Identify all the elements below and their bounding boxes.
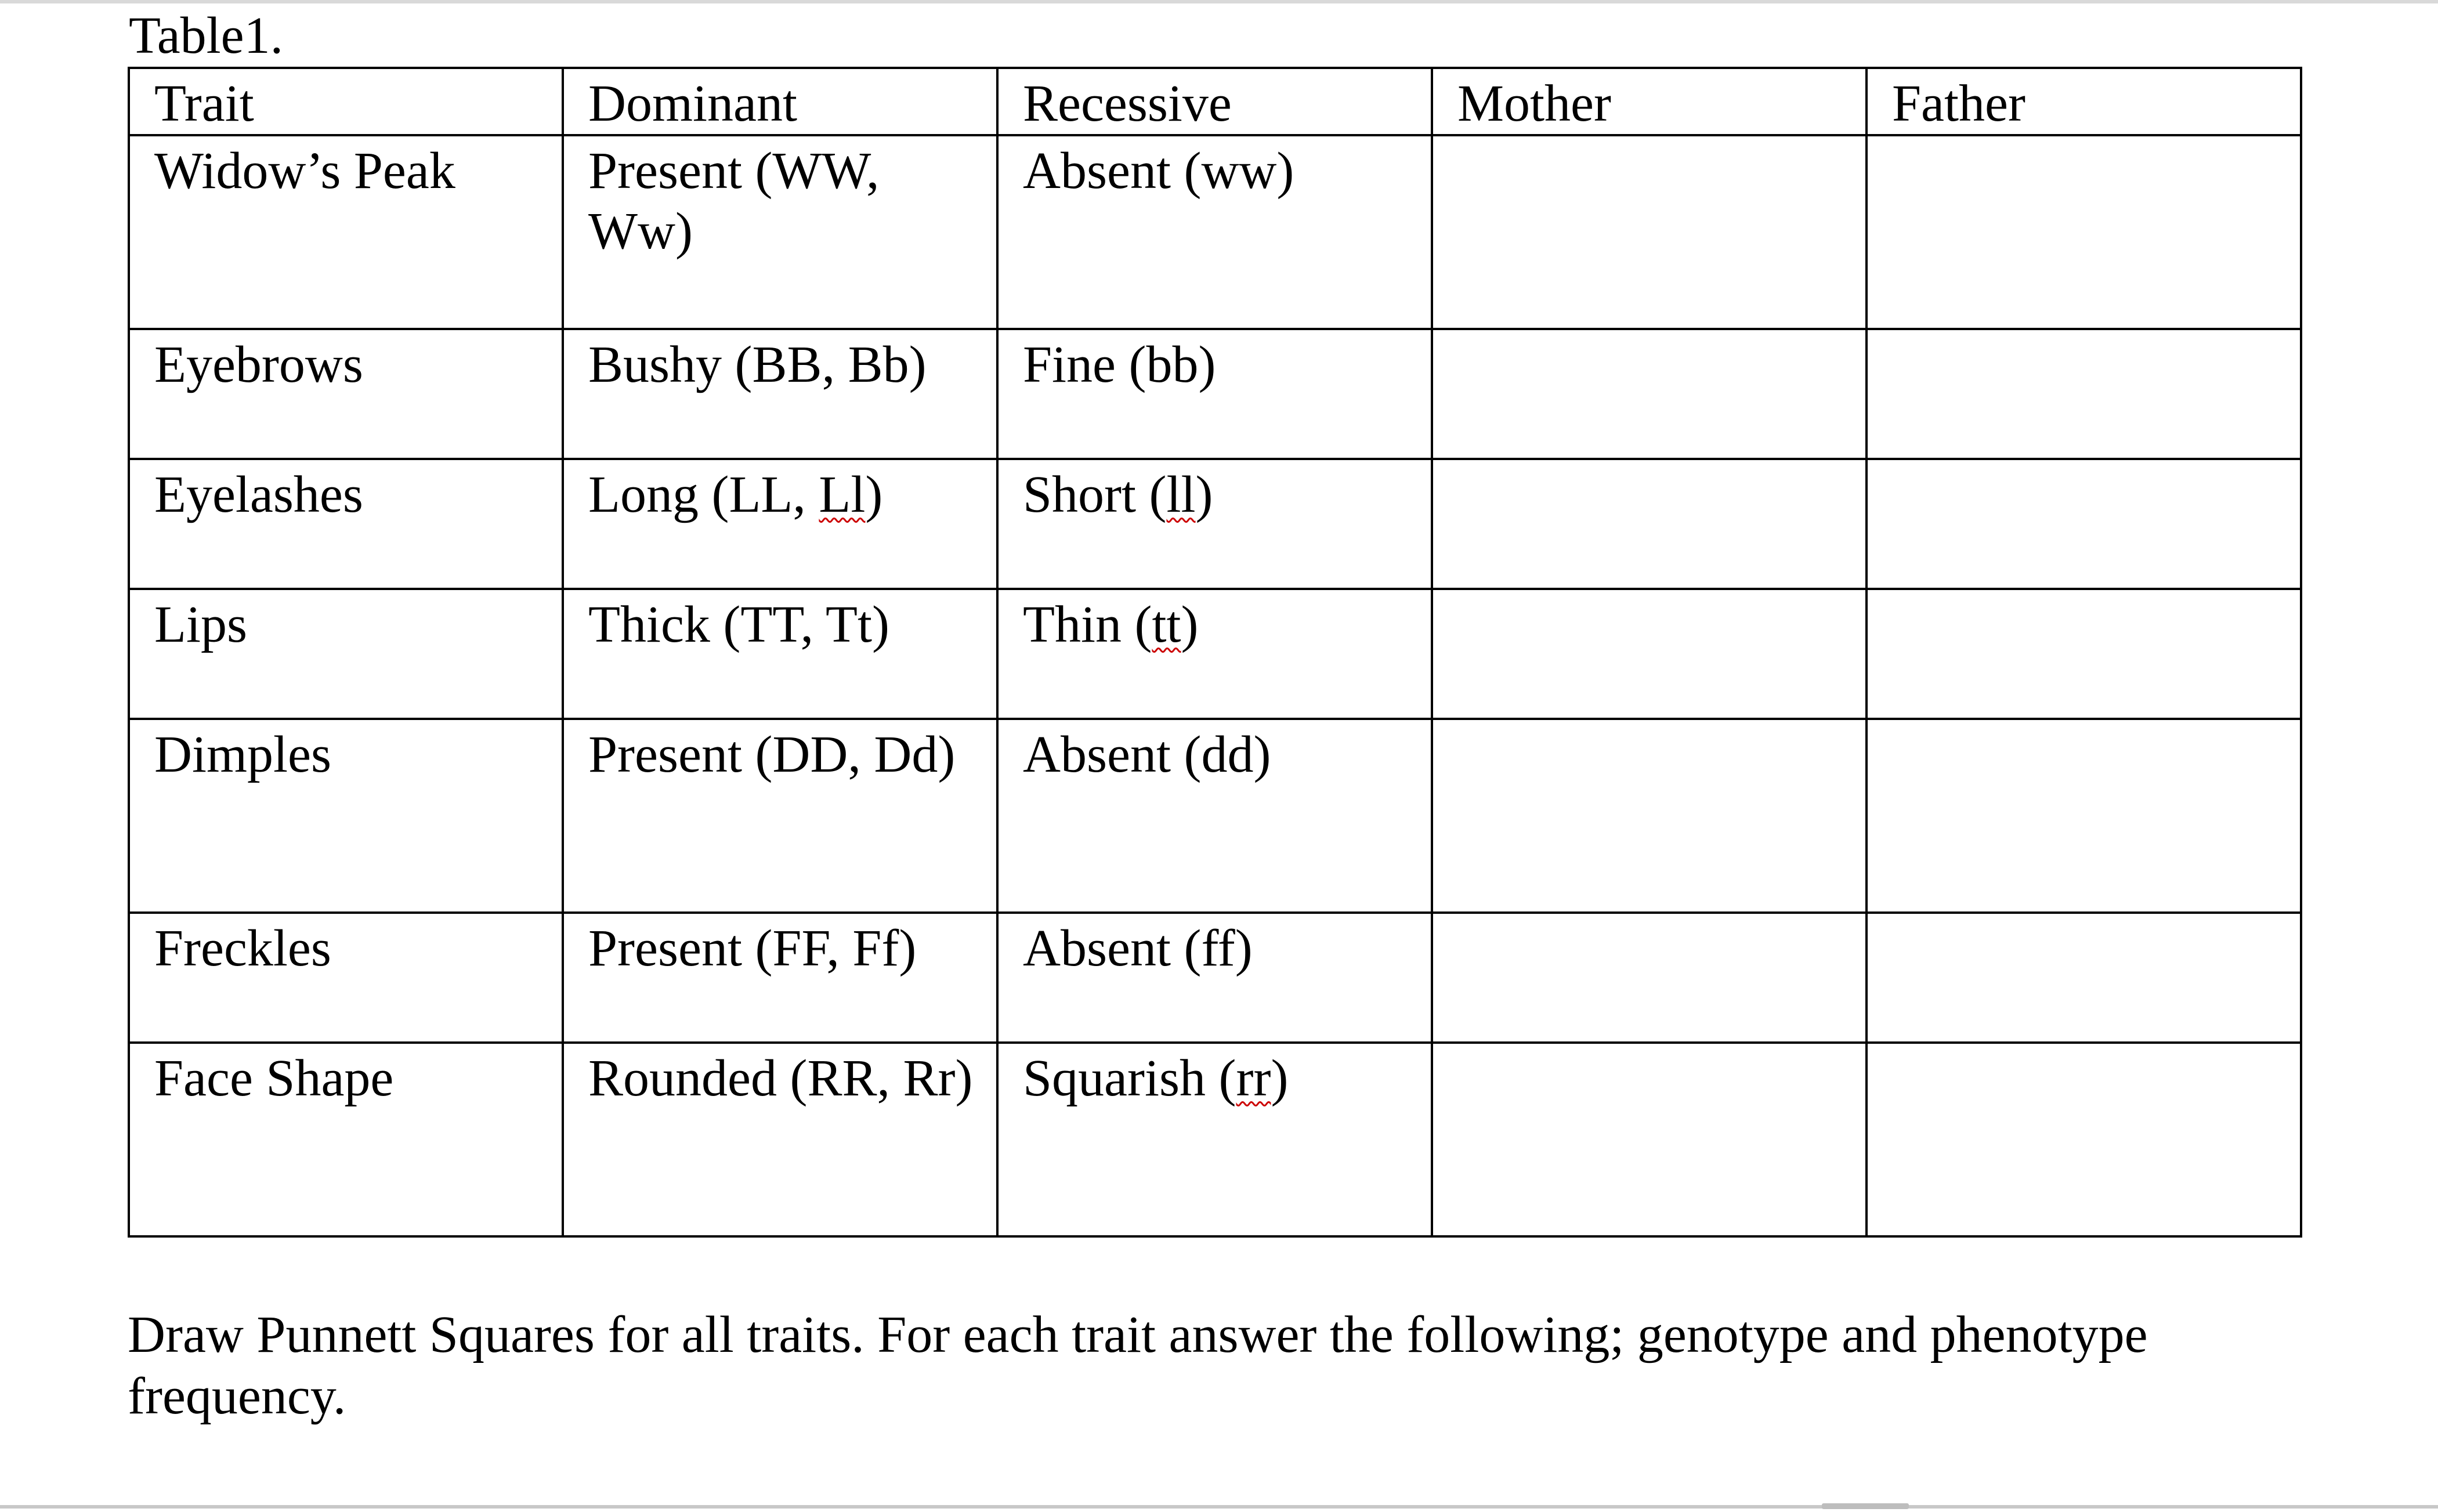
- table-row: [129, 913, 2301, 1043]
- mother-cell[interactable]: [1432, 329, 1867, 459]
- recessive-cell: Fine (bb): [997, 329, 1432, 459]
- recessive-suffix: ): [1181, 596, 1199, 653]
- mother-cell[interactable]: [1432, 135, 1867, 329]
- trait-cell: Dimples: [129, 719, 563, 913]
- table-row: [129, 589, 2301, 719]
- dominant-cell: Rounded (RR, Rr): [563, 1043, 997, 1236]
- table-row: [129, 329, 2301, 459]
- table-row: [129, 459, 2301, 589]
- trait-cell: Widow’s Peak: [129, 135, 563, 329]
- spellcheck-flagged-word[interactable]: ll: [1166, 466, 1196, 523]
- recessive-prefix: Thin (: [1023, 596, 1152, 653]
- header-dominant: Dominant: [563, 68, 997, 135]
- table-caption: Table1.: [129, 7, 284, 64]
- dominant-suffix: ): [865, 466, 883, 523]
- spellcheck-flagged-word[interactable]: rr: [1236, 1050, 1271, 1107]
- table-row: [129, 719, 2301, 913]
- father-cell[interactable]: [1867, 135, 2301, 329]
- dominant-cell: Thick (TT, Tt): [563, 589, 997, 719]
- mother-cell[interactable]: [1432, 913, 1867, 1043]
- recessive-suffix: ): [1271, 1050, 1289, 1107]
- header-recessive: Recessive: [997, 68, 1432, 135]
- dominant-cell: Present (DD, Dd): [563, 719, 997, 913]
- recessive-cell: Absent (ff): [997, 913, 1432, 1043]
- father-cell[interactable]: [1867, 1043, 2301, 1236]
- recessive-cell: Absent (ww): [997, 135, 1432, 329]
- dominant-cell: [563, 459, 997, 589]
- spellcheck-flagged-word[interactable]: Ll: [819, 466, 866, 523]
- mother-cell[interactable]: [1432, 459, 1867, 589]
- mother-cell[interactable]: [1432, 1043, 1867, 1236]
- trait-cell: Eyebrows: [129, 329, 563, 459]
- trait-cell: Lips: [129, 589, 563, 719]
- table-row: [129, 1043, 2301, 1236]
- recessive-cell: [997, 1043, 1432, 1236]
- father-cell[interactable]: [1867, 589, 2301, 719]
- dominant-cell: Bushy (BB, Bb): [563, 329, 997, 459]
- page-bottom-border: [0, 1505, 2438, 1509]
- instruction-paragraph: Draw Punnett Squares for all traits. For each trait answer the following; genotype and phenotype frequency.: [128, 1306, 2148, 1425]
- header-father: Father: [1867, 68, 2301, 135]
- traits-table: [128, 67, 2302, 1238]
- father-cell[interactable]: [1867, 719, 2301, 913]
- horizontal-scrollbar-thumb[interactable]: [1822, 1503, 1909, 1509]
- trait-cell: Face Shape: [129, 1043, 563, 1236]
- recessive-cell: [997, 459, 1432, 589]
- table-row: [129, 135, 2301, 329]
- dominant-cell: Present (WW, Ww): [563, 135, 997, 329]
- recessive-cell: Absent (dd): [997, 719, 1432, 913]
- mother-cell[interactable]: [1432, 589, 1867, 719]
- trait-cell: Freckles: [129, 913, 563, 1043]
- recessive-prefix: Short (: [1023, 466, 1167, 523]
- spellcheck-flagged-word[interactable]: tt: [1152, 596, 1181, 653]
- father-cell[interactable]: [1867, 459, 2301, 589]
- mother-cell[interactable]: [1432, 719, 1867, 913]
- header-mother: Mother: [1432, 68, 1867, 135]
- trait-cell: Eyelashes: [129, 459, 563, 589]
- dominant-cell: Present (FF, Ff): [563, 913, 997, 1043]
- table-header-row: [129, 68, 2301, 135]
- dominant-prefix: Long (LL,: [588, 466, 819, 523]
- page-top-border: [0, 0, 2438, 3]
- recessive-cell: [997, 589, 1432, 719]
- recessive-suffix: ): [1195, 466, 1213, 523]
- recessive-prefix: Squarish (: [1023, 1050, 1236, 1107]
- father-cell[interactable]: [1867, 913, 2301, 1043]
- header-trait: Trait: [129, 68, 563, 135]
- father-cell[interactable]: [1867, 329, 2301, 459]
